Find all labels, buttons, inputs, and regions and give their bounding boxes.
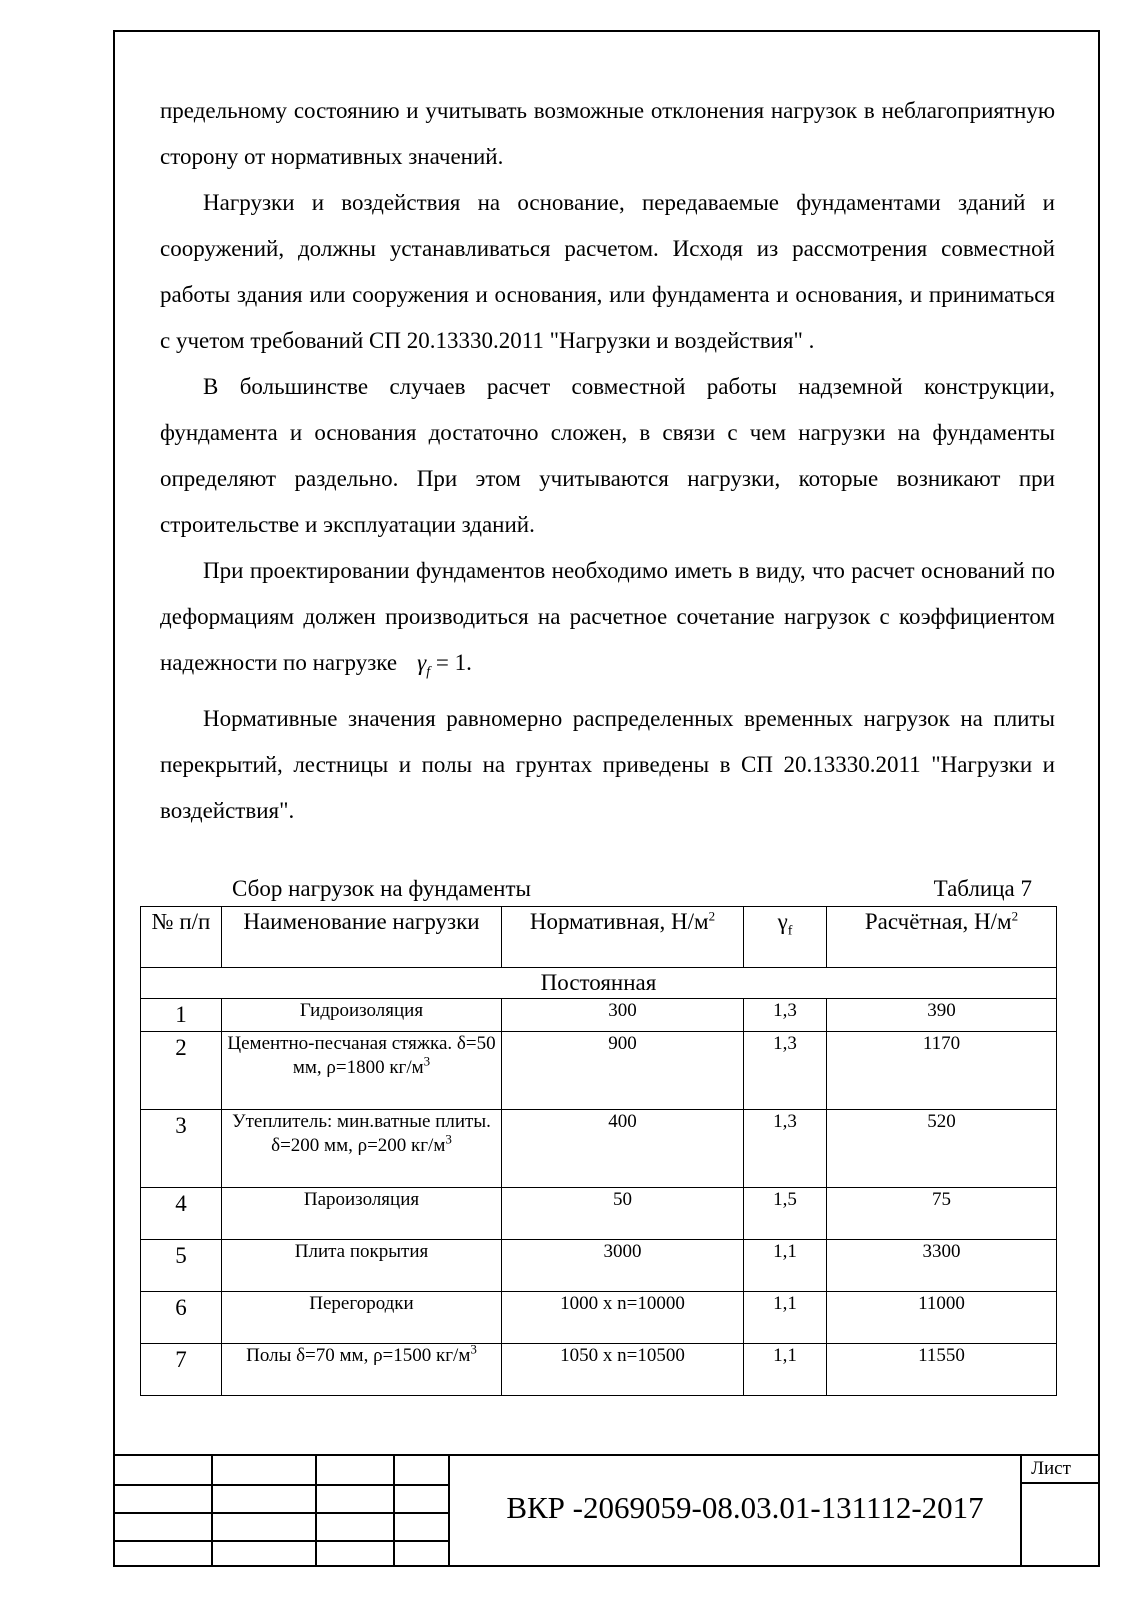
row-name: Цементно-песчаная стяжка. δ=50 мм, ρ=1800 $кг/м^3$ xyxy=(222,1032,502,1110)
row-norm: 400 xyxy=(502,1110,744,1188)
table-row xyxy=(141,1344,1057,1396)
row-calc: 11000 xyxy=(827,1292,1057,1344)
table-number: Таблица 7 xyxy=(933,876,1032,901)
row-number: 2 xyxy=(141,1032,222,1110)
sheet-box-line xyxy=(1020,1482,1100,1484)
row-name: Перегородки xyxy=(222,1292,502,1344)
row-gamma: 1,3 xyxy=(744,1032,827,1110)
document-code: ВКР -2069059-08.03.01-131112-2017 xyxy=(506,1490,984,1525)
row-norm: 1000 х n=10000 xyxy=(502,1292,744,1344)
stamp-col-line xyxy=(315,1454,317,1565)
header-name: Наименование нагрузки xyxy=(222,907,502,968)
row-number: 1 xyxy=(141,999,222,1032)
paragraph-3: В большинстве случаев расчет совместной работы надземной конструкции, фундамента и основания достаточно сложен, в связи с чем нагрузки на фундаменты определяют раздельно. При этом учитываются нагрузки, которые возникают при строительстве и эксплуатации зданий. xyxy=(160,374,1055,537)
row-gamma: 1,5 xyxy=(744,1188,827,1240)
row-name: Пароизоляция xyxy=(222,1188,502,1240)
row-norm: 3000 xyxy=(502,1240,744,1292)
row-number: 7 xyxy=(141,1344,222,1396)
row-number: 4 xyxy=(141,1188,222,1240)
row-calc: 390 xyxy=(827,999,1057,1032)
loads-table xyxy=(140,906,1057,1396)
table-row xyxy=(141,1240,1057,1292)
row-number: 5 xyxy=(141,1240,222,1292)
stamp-top-line xyxy=(113,1454,1100,1456)
row-name: Утеплитель: мин.ватные плиты. δ=200 мм, ρ=200 $кг/м^3$ xyxy=(222,1110,502,1188)
formula-tail: = 1. xyxy=(435,650,472,675)
stamp-row-line xyxy=(113,1484,449,1486)
table-row xyxy=(141,1292,1057,1344)
row-name: Гидроизоляция xyxy=(222,999,502,1032)
header-gamma: $\gamma_f$ xyxy=(744,907,827,968)
sheet-label: Лист xyxy=(1031,1458,1071,1479)
title-block xyxy=(113,1456,1100,1567)
gamma-f-formula: $\gamma_f$ xyxy=(417,650,431,680)
row-calc: 3300 xyxy=(827,1240,1057,1292)
row-number: 6 xyxy=(141,1292,222,1344)
section-title: Постоянная xyxy=(141,968,1057,999)
paragraph-2: Нагрузки и воздействия на основание, передаваемые фундаментами зданий и сооружений, должны устанавливаться расчетом. Исходя из рассмотрения совместной работы здания или сооружения и основания, или фундамента и основания, и приниматься с учетом требований СП 20.13330.2011 "Нагрузки и воздействия" . xyxy=(160,190,1055,353)
stamp-col-line xyxy=(393,1454,395,1565)
section-row xyxy=(141,968,1057,999)
row-name: Полы δ=70 мм, ρ=1500 $кг/м^3$ xyxy=(222,1344,502,1396)
row-gamma: 1,3 xyxy=(744,1110,827,1188)
paragraph-4-text: При проектировании фундаментов необходимо иметь в виду, что расчет оснований по деформациям должен производиться на расчетное сочетание нагрузок с коэффициентом надежности по нагрузке xyxy=(160,558,1055,675)
row-calc: 1170 xyxy=(827,1032,1057,1110)
paragraph-4 xyxy=(160,548,1055,696)
table-caption-row xyxy=(232,876,1032,906)
header-num: № п/п xyxy=(141,907,222,968)
paragraph-5: Нормативные значения равномерно распределенных временных нагрузок на плиты перекрытий, лестницы и полы на грунтах приведены в СП 20.13330.2011 "Нагрузки и воздействия". xyxy=(160,705,1055,823)
row-norm: 900 xyxy=(502,1032,744,1110)
table-row xyxy=(141,1032,1057,1110)
row-number: 3 xyxy=(141,1110,222,1188)
stamp-row-line xyxy=(113,1540,449,1542)
row-calc: 520 xyxy=(827,1110,1057,1188)
row-gamma: 1,1 xyxy=(744,1240,827,1292)
row-gamma: 1,3 xyxy=(744,999,827,1032)
body-text xyxy=(160,88,1055,834)
table-row xyxy=(141,1188,1057,1240)
header-norm: Нормативная, $Н/м^2$ xyxy=(502,907,744,968)
stamp-row-line xyxy=(113,1512,449,1514)
row-gamma: 1,1 xyxy=(744,1344,827,1396)
row-calc: 75 xyxy=(827,1188,1057,1240)
row-norm: 300 xyxy=(502,999,744,1032)
row-calc: 11550 xyxy=(827,1344,1057,1396)
stamp-col-line xyxy=(211,1454,213,1565)
table-row xyxy=(141,999,1057,1032)
stamp-col-line xyxy=(1020,1454,1022,1565)
row-norm: 1050 х n=10500 xyxy=(502,1344,744,1396)
table-row xyxy=(141,1110,1057,1188)
header-calc: Расчётная, $Н/м^2$ xyxy=(827,907,1057,968)
row-name: Плита покрытия xyxy=(222,1240,502,1292)
table-caption: Сбор нагрузок на фундаменты xyxy=(232,876,531,901)
row-norm: 50 xyxy=(502,1188,744,1240)
row-gamma: 1,1 xyxy=(744,1292,827,1344)
table-header-row xyxy=(141,907,1057,968)
paragraph-1: предельному состоянию и учитывать возможные отклонения нагрузок в неблагоприятную сторону от нормативных значений. xyxy=(160,98,1055,169)
stamp-col-line xyxy=(448,1454,450,1565)
